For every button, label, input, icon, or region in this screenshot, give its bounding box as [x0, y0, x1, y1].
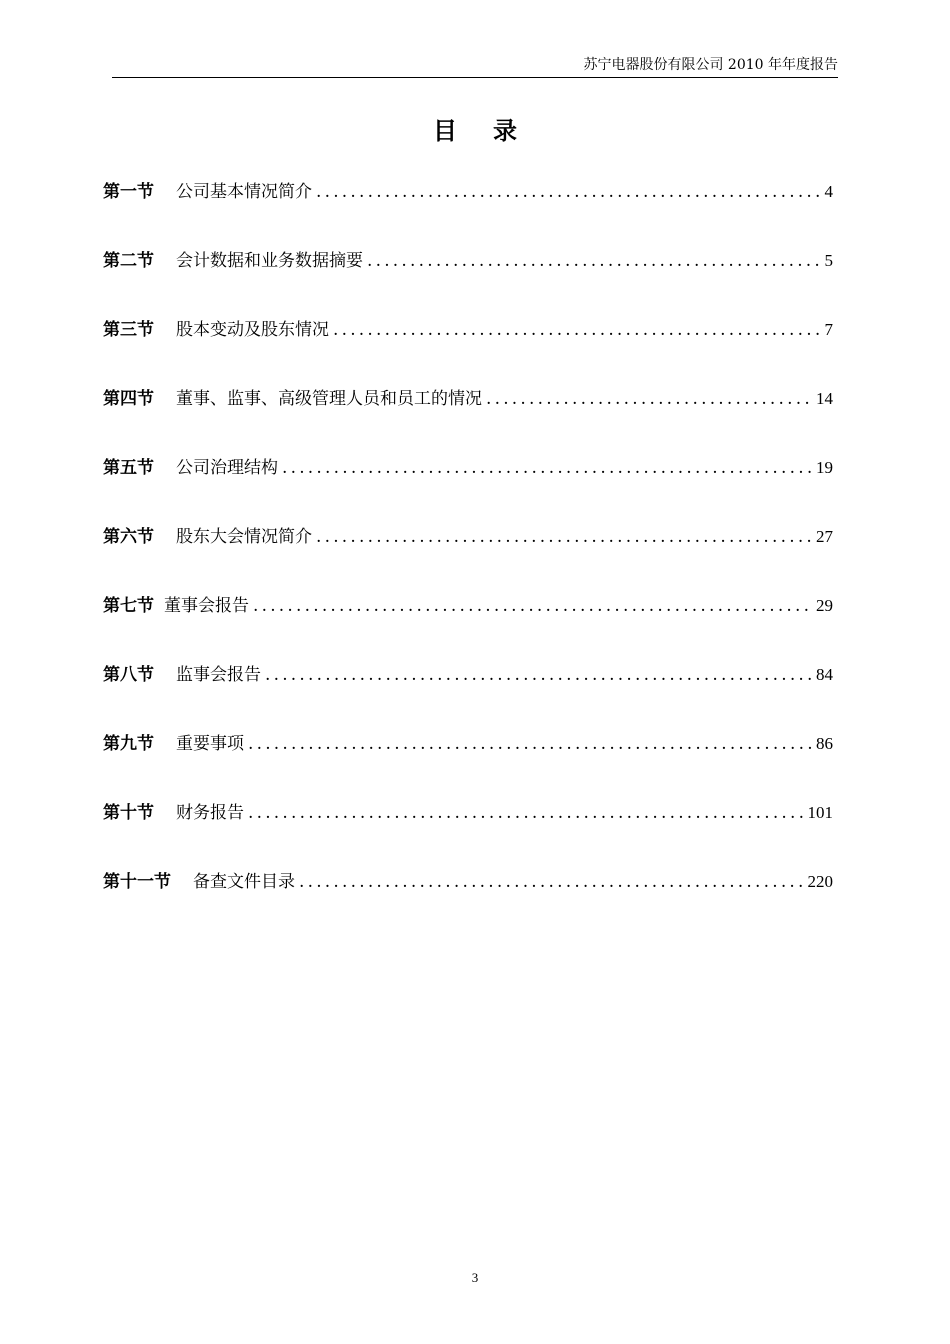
toc-entry[interactable] — [103, 730, 833, 799]
toc-dot-leader — [282, 454, 812, 482]
toc-page-number: 29 — [816, 596, 833, 615]
toc-page-number: 220 — [807, 872, 833, 891]
page-header: 苏宁电器股份有限公司 2010 年年度报告 — [583, 57, 838, 73]
toc-section-title: 备查文件目录 — [193, 872, 295, 892]
toc-page-number: 7 — [824, 320, 833, 339]
toc-entry[interactable] — [103, 868, 833, 937]
toc-section-number: 第一节 — [103, 182, 154, 202]
toc-entry[interactable] — [103, 799, 833, 868]
toc-entry[interactable] — [103, 661, 833, 730]
toc-section-number: 第五节 — [103, 458, 154, 478]
toc-entry[interactable] — [103, 385, 833, 454]
toc-dot-leader — [253, 592, 812, 620]
toc-section-number: 第九节 — [103, 734, 154, 754]
toc-dot-leader — [316, 523, 812, 551]
header-rule — [112, 77, 838, 78]
toc-section-number: 第六节 — [103, 527, 154, 547]
toc-dot-leader — [367, 247, 821, 275]
toc-section-title: 董事会报告 — [164, 596, 249, 616]
toc-dot-leader — [486, 385, 812, 413]
toc-page-number: 84 — [816, 665, 833, 684]
toc-section-title: 重要事项 — [176, 734, 244, 754]
toc-page-number: 86 — [816, 734, 833, 753]
table-of-contents — [103, 178, 833, 937]
toc-page-number: 19 — [816, 458, 833, 477]
toc-page-number: 27 — [816, 527, 833, 546]
toc-entry[interactable] — [103, 454, 833, 523]
toc-page-number: 101 — [807, 803, 833, 822]
toc-section-number: 第四节 — [103, 389, 154, 409]
toc-entry[interactable] — [103, 316, 833, 385]
toc-section-number: 第七节 — [103, 596, 154, 616]
toc-section-number: 第十一节 — [103, 872, 171, 892]
toc-page-number: 14 — [816, 389, 833, 408]
toc-dot-leader — [265, 661, 812, 689]
toc-dot-leader — [248, 730, 812, 758]
toc-dot-leader — [316, 178, 821, 206]
toc-title: 目录 — [433, 116, 553, 145]
toc-section-title: 会计数据和业务数据摘要 — [176, 251, 363, 271]
toc-entry[interactable] — [103, 523, 833, 592]
toc-dot-leader — [299, 868, 804, 896]
toc-page-number: 4 — [824, 182, 833, 201]
toc-section-title: 财务报告 — [176, 803, 244, 823]
toc-section-title: 股东大会情况简介 — [176, 527, 312, 547]
toc-section-title: 公司治理结构 — [176, 458, 278, 478]
toc-dot-leader — [248, 799, 804, 827]
toc-entry[interactable] — [103, 247, 833, 316]
toc-entry[interactable] — [103, 178, 833, 247]
toc-section-title: 股本变动及股东情况 — [176, 320, 329, 340]
toc-entry[interactable] — [103, 592, 833, 661]
toc-page-number: 5 — [824, 251, 833, 270]
toc-section-title: 公司基本情况简介 — [176, 182, 312, 202]
toc-section-number: 第八节 — [103, 665, 154, 685]
toc-dot-leader — [333, 316, 821, 344]
toc-section-number: 第二节 — [103, 251, 154, 271]
toc-section-number: 第三节 — [103, 320, 154, 340]
page-number: 3 — [471, 1270, 479, 1285]
toc-section-title: 董事、监事、高级管理人员和员工的情况 — [176, 389, 482, 409]
toc-section-number: 第十节 — [103, 803, 154, 823]
toc-section-title: 监事会报告 — [176, 665, 261, 685]
